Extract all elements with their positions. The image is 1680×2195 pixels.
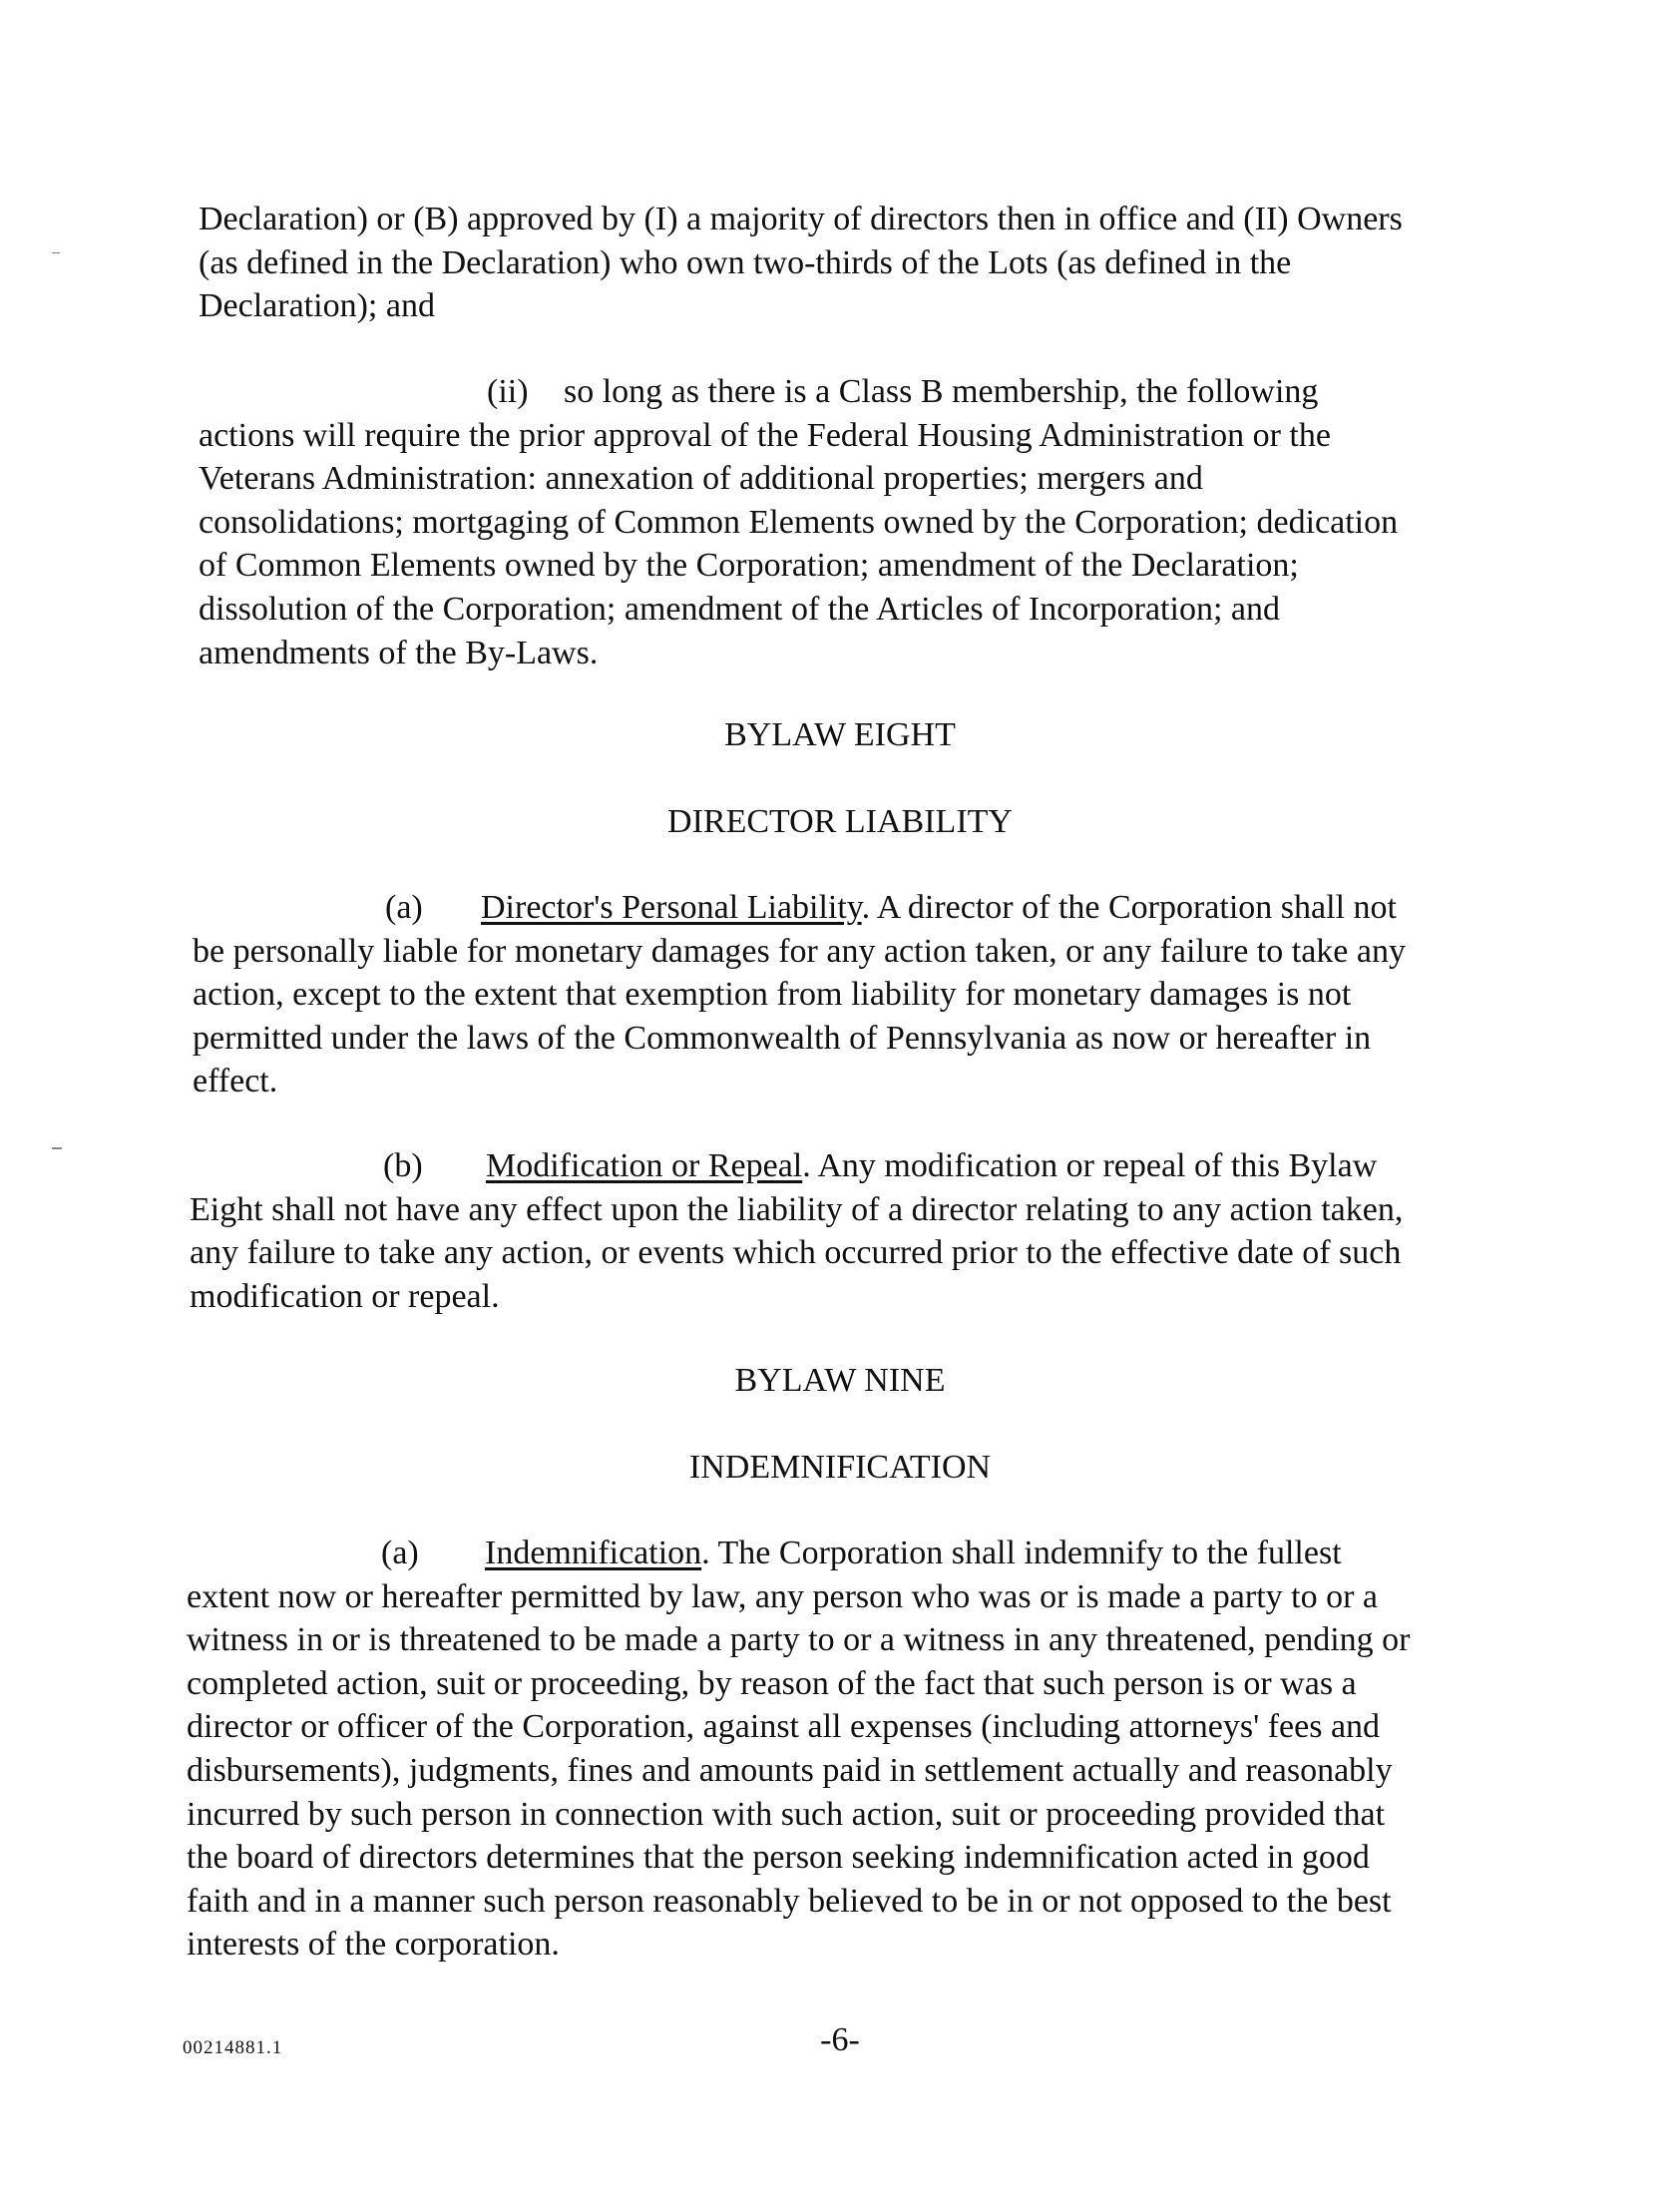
text-line: amendments of the By-Laws. <box>199 634 599 671</box>
bylaw-eight-subtitle: DIRECTOR LIABILITY <box>667 803 1013 840</box>
document-id: 00214881.1 <box>183 2037 283 2058</box>
text-line: Eight shall not have any effect upon the liability of a director relating to any action taken, <box>190 1190 1404 1228</box>
text-line <box>199 370 1398 414</box>
paragraph-ii <box>199 370 1398 674</box>
clause-label: (a) <box>385 889 423 926</box>
text-line: faith and in a manner such person reasonably believed to be in or not opposed to the best <box>187 1882 1392 1920</box>
paragraph-eight-b <box>190 1144 1403 1318</box>
scan-mark <box>52 252 60 253</box>
bylaw-nine-subtitle: INDEMNIFICATION <box>688 1449 992 1486</box>
section-heading: Modification or Repeal <box>486 1147 803 1184</box>
paragraph-eight-a <box>193 886 1406 1103</box>
text-line: completed action, suit or proceeding, by reason of the fact that such person is or was a <box>187 1664 1357 1702</box>
text-line: the board of directors determines that the person seeking indemnification acted in good <box>187 1839 1370 1877</box>
text-line <box>190 1144 1403 1188</box>
section-heading: Director's Personal Liability <box>481 889 862 926</box>
text-line: (as defined in the Declaration) who own two-thirds of the Lots (as defined in the <box>199 243 1292 281</box>
text-line: extent now or hereafter permitted by law, any person who was or is made a party to or a <box>187 1577 1379 1615</box>
bylaw-eight-title: BYLAW EIGHT <box>724 716 956 753</box>
text-line: any failure to take any action, or events which occurred prior to the effective date of such <box>190 1234 1402 1272</box>
section-heading: Indemnification <box>485 1535 702 1571</box>
text-line <box>193 886 1406 930</box>
scan-mark <box>52 1147 62 1149</box>
text-line: of Common Elements owned by the Corporation; amendment of the Declaration; <box>199 547 1299 585</box>
clause-label: (ii) <box>487 373 529 410</box>
text-segment: so long as there is a Class B membership, the following <box>564 373 1319 410</box>
clause-label: (a) <box>381 1535 419 1571</box>
text-segment: . The Corporation shall indemnify to the fullest <box>701 1535 1342 1571</box>
text-line: action, except to the extent that exemption from liability for monetary damages is not <box>193 976 1352 1014</box>
paragraph-continuation <box>199 198 1403 328</box>
text-line: Declaration) or (B) approved by (I) a majority of directors then in office and (II) Owners <box>199 201 1403 237</box>
text-line: disbursements), judgments, fines and amounts paid in settlement actually and reasonably <box>187 1751 1393 1789</box>
text-line: interests of the corporation. <box>187 1926 560 1964</box>
text-line: director or officer of the Corporation, against all expenses (including attorneys' fees and <box>187 1708 1381 1746</box>
text-line <box>187 1532 1410 1575</box>
text-line: be personally liable for monetary damages for any action taken, or any failure to take any <box>193 932 1406 970</box>
text-line: consolidations; mortgaging of Common Elements owned by the Corporation; dedication <box>199 503 1399 541</box>
clause-label: (b) <box>383 1147 423 1184</box>
text-segment: . A director of the Corporation shall not <box>861 889 1397 926</box>
text-line: permitted under the laws of the Commonwealth of Pennsylvania as now or hereafter in <box>193 1019 1372 1057</box>
bylaw-nine-title: BYLAW NINE <box>734 1362 946 1399</box>
text-line: Declaration); and <box>199 287 435 325</box>
text-line: modification or repeal. <box>190 1277 500 1315</box>
text-segment: . Any modification or repeal of this Bylaw <box>802 1147 1378 1184</box>
text-line: effect. <box>193 1063 278 1100</box>
text-line: witness in or is threatened to be made a party to or a witness in any threatened, pending or <box>187 1621 1411 1659</box>
paragraph-nine-a <box>187 1532 1410 1967</box>
text-line: dissolution of the Corporation; amendment of the Articles of Incorporation; and <box>199 590 1280 628</box>
text-line: incurred by such person in connection with such action, suit or proceeding provided that <box>187 1795 1386 1833</box>
text-line: Veterans Administration: annexation of additional properties; mergers and <box>199 460 1203 498</box>
page-number: -6- <box>820 2021 860 2058</box>
text-line: actions will require the prior approval of the Federal Housing Administration or the <box>199 416 1331 454</box>
